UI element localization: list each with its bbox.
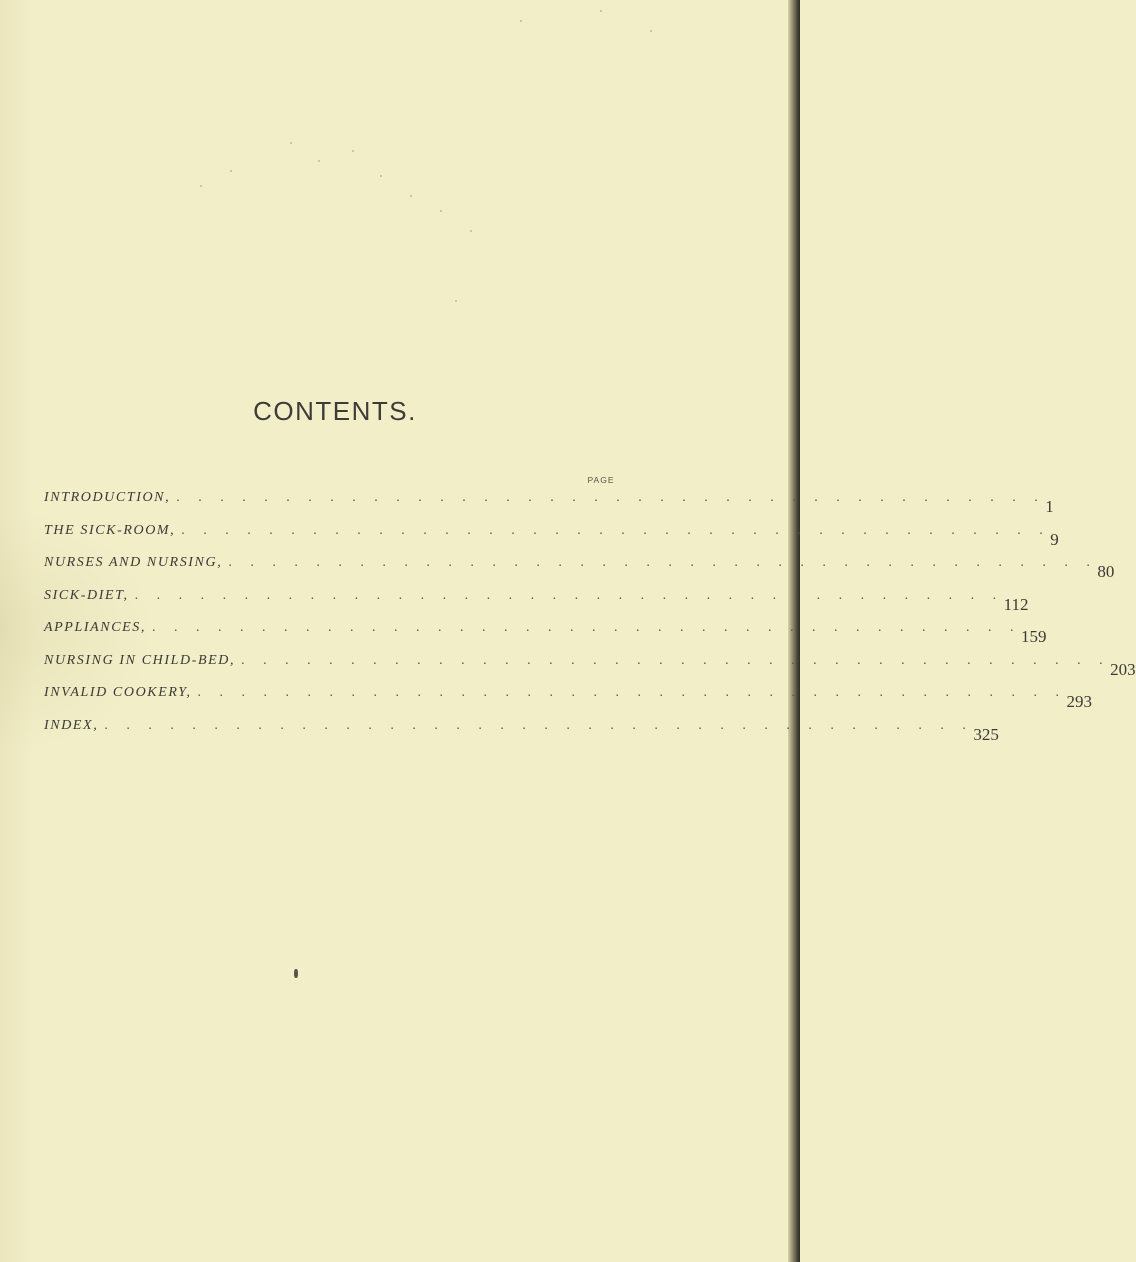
dot-leader: . . . . . . . . . . . . . . . . . . . . . . . . . . . . . . . . . . . . . . . . [181, 522, 1051, 538]
paper-speck [352, 150, 354, 152]
toc-entry-page: 80 [1097, 562, 1115, 581]
paper-speck [600, 10, 602, 12]
paper-speck [410, 195, 412, 197]
paper-speck [520, 20, 522, 22]
dot-leader: . . . . . . . . . . . . . . . . . . . . . . . . . . . . . . . . . . . . . . . . [228, 555, 1098, 570]
dot-leader: . . . . . . . . . . . . . . . . . . . . . . . . . . . . . . . . . . . . . . . . [241, 652, 1111, 668]
dot-leader: . . . . . . . . . . . . . . . . . . . . . . . . . . . . . . . . . . . . . . . . [104, 717, 974, 733]
toc-entry-index[interactable] [44, 715, 999, 748]
paper-speck [290, 142, 292, 144]
dot-leader: . . . . . . . . . . . . . . . . . . . . . . . . . . . . . . . . . . . . . . . . [197, 685, 1067, 700]
ink-mark [294, 969, 298, 978]
toc-entry-introduction[interactable] [44, 487, 1054, 520]
paper-speck [230, 170, 232, 172]
dot-leader: . . . . . . . . . . . . . . . . . . . . . . . . . . . . . . . . . . . . . . . . [134, 587, 1004, 603]
dot-leader: . . . . . . . . . . . . . . . . . . . . . . . . . . . . . . . . . . . . . . . . [176, 490, 1046, 505]
paper-speck [440, 210, 442, 212]
toc-entry-title: INVALID COOKERY, [44, 685, 192, 700]
toc-entry-sick-room[interactable] [44, 520, 1059, 553]
toc-entry-appliances[interactable] [44, 617, 1047, 650]
toc-entry-page: 203 [1110, 659, 1136, 679]
toc-entry-title: NURSING IN CHILD-BED, [44, 652, 236, 668]
contents-heading: CONTENTS. [253, 396, 417, 426]
toc-entry-title: NURSES AND NURSING, [44, 555, 223, 570]
paper-speck [650, 30, 652, 32]
paper-speck [318, 160, 320, 162]
toc-entry-title: INTRODUCTION, [44, 490, 171, 505]
toc-entry-page: 9 [1050, 529, 1059, 549]
paper-speck [200, 185, 202, 187]
toc-entry-title: INDEX, [44, 717, 99, 733]
toc-entry-nurses-and-nursing[interactable] [44, 552, 1115, 585]
dot-leader: . . . . . . . . . . . . . . . . . . . . . . . . . . . . . . . . . . . . . . . . [151, 620, 1021, 635]
toc-entry-page: 112 [1003, 594, 1029, 614]
toc-entry-page: 293 [1066, 692, 1092, 711]
toc-entry-title: APPLIANCES, [44, 620, 146, 635]
toc-entry-title: SICK-DIET, [44, 587, 129, 603]
table-of-contents [44, 487, 1136, 747]
paper-speck [470, 230, 472, 232]
paper-speck [455, 300, 457, 302]
toc-entry-sick-diet[interactable] [44, 585, 1029, 618]
toc-entry-title: THE SICK-ROOM, [44, 522, 176, 538]
toc-entry-nursing-in-child-bed[interactable] [44, 650, 1136, 683]
toc-entry-invalid-cookery[interactable] [44, 682, 1092, 715]
toc-entry-page: 159 [1020, 627, 1047, 646]
paper-speck [380, 175, 382, 177]
toc-entry-page: 325 [973, 724, 999, 744]
toc-entry-page: 1 [1045, 497, 1054, 516]
page-column-header: PAGE [587, 475, 615, 485]
